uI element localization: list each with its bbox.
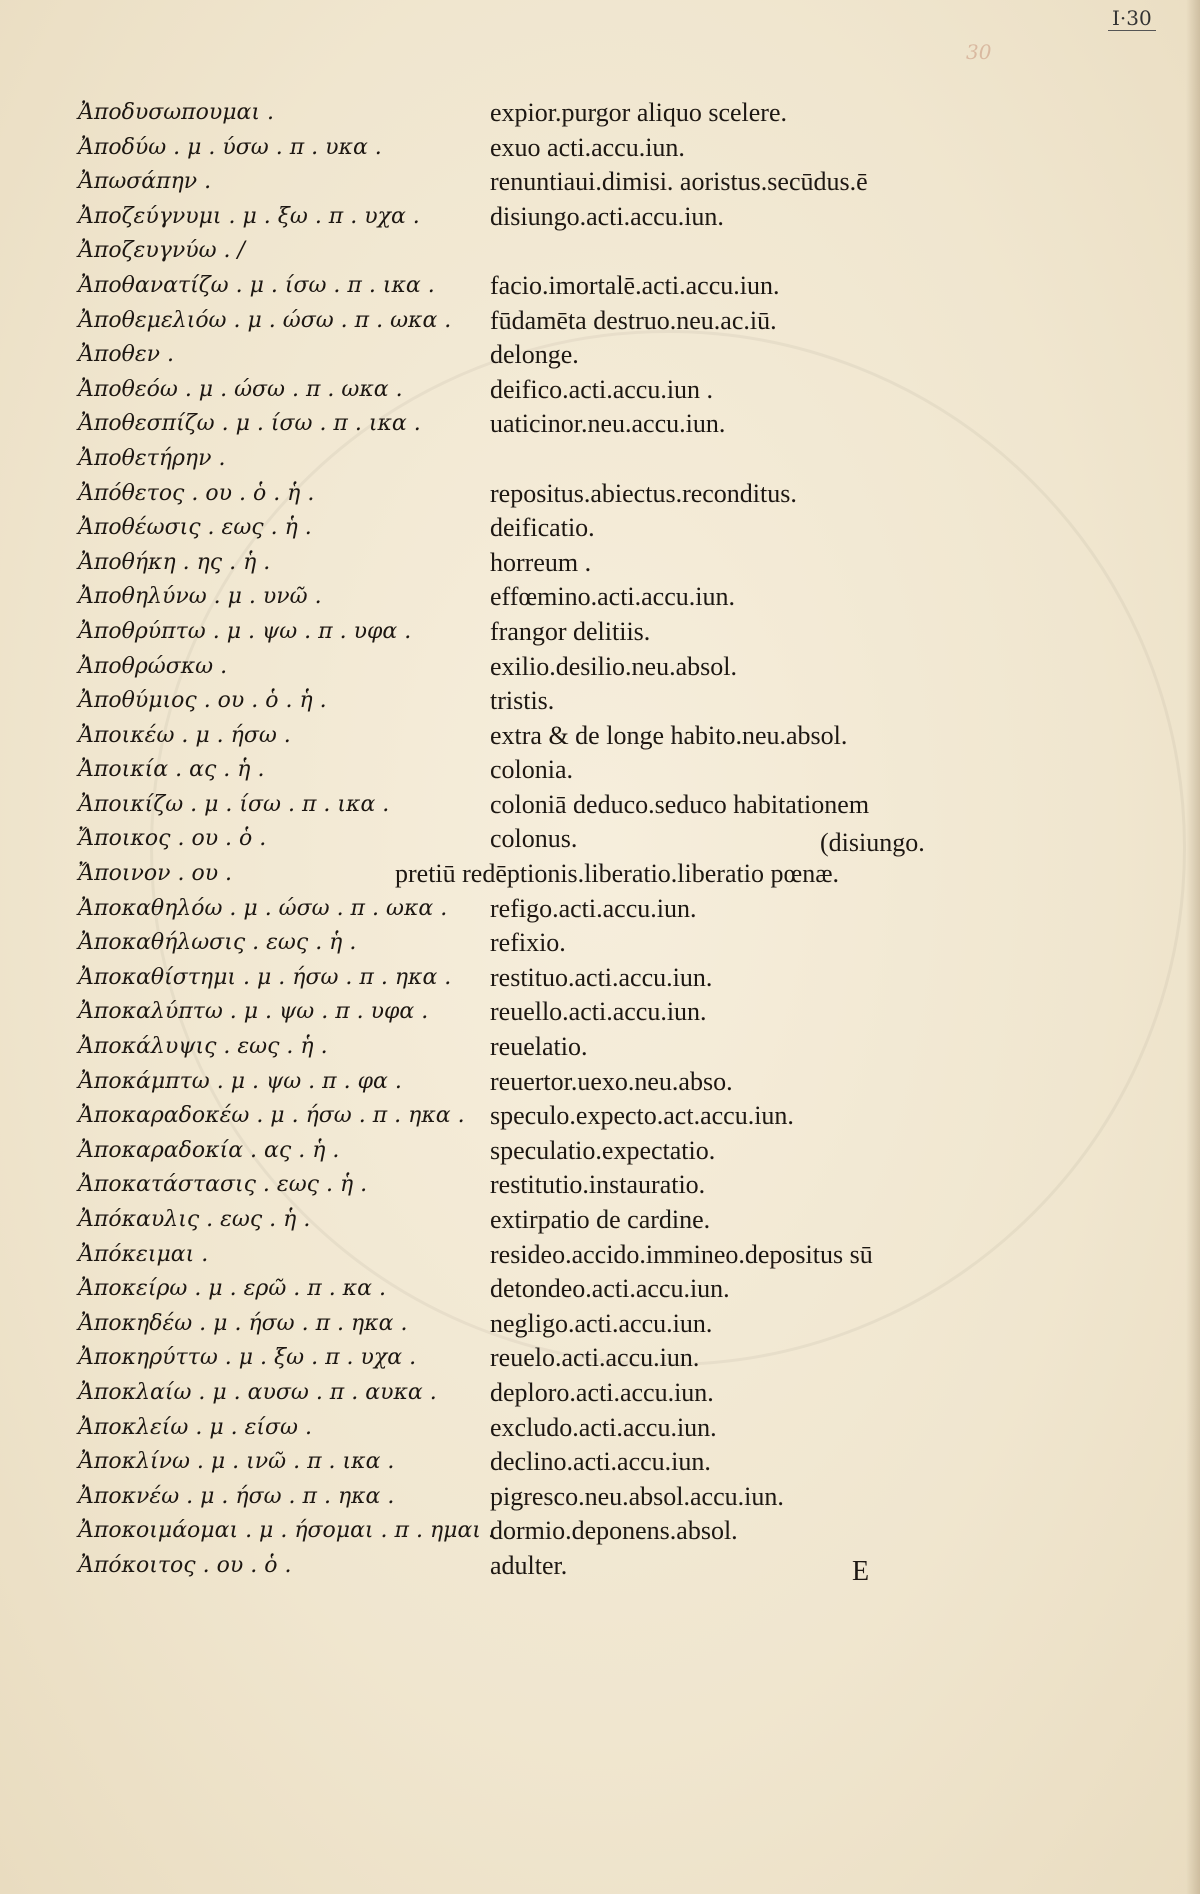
greek-headword: Ἀποζευγνύω . / [78, 238, 245, 264]
greek-headword: Ἀποθύμιος . ου . ὁ . ἡ . [78, 688, 327, 714]
greek-headword: Ἀποθεν . [78, 342, 175, 368]
entry [78, 409, 1098, 444]
entry [78, 928, 1098, 963]
greek-headword: Ἀπόκειμαι . [78, 1241, 209, 1267]
entry [78, 306, 1098, 341]
greek-headword: Ἀπόθετος . ου . ὁ . ἡ . [78, 480, 315, 506]
greek-headword: Ἀποθανατίζω . μ . ίσω . π . ικα . [78, 272, 435, 298]
greek-headword: Ἀποικία . ας . ἡ . [78, 757, 265, 783]
greek-headword: Ἀποκατάστασις . εως . ἡ . [78, 1172, 368, 1198]
latin-gloss: uaticinor.neu.accu.iun. [490, 409, 726, 439]
greek-headword: Ἀποθηλύνω . μ . υνῶ . [78, 584, 322, 610]
latin-gloss: resideo.accido.immineo.depositus sū [490, 1239, 873, 1269]
entry [78, 582, 1098, 617]
overflow-text: (disiungo. [820, 828, 925, 858]
latin-gloss: colonus. [490, 824, 578, 854]
greek-headword: Ἀποκείρω . μ . ερῶ . π . κα . [78, 1276, 386, 1302]
greek-headword: Ἀποκλίνω . μ . ινῶ . π . ικα . [78, 1449, 395, 1475]
latin-gloss: restitutio.instauratio. [490, 1170, 706, 1200]
greek-headword: Ἀποκαραδοκέω . μ . ήσω . π . ηκα . [78, 1103, 465, 1129]
latin-gloss: restituo.acti.accu.iun. [490, 962, 713, 992]
entry [78, 340, 1098, 375]
latin-gloss: refigo.acti.accu.iun. [490, 893, 697, 923]
greek-headword: Ἀποθρώσκω . [78, 653, 228, 679]
greek-headword: Ἀποικίζω . μ . ίσω . π . ικα . [78, 791, 390, 817]
greek-headword: Ἀποκαθήλωσις . εως . ἡ . [78, 930, 357, 956]
entry [78, 1205, 1098, 1240]
entry [78, 997, 1098, 1032]
greek-headword: Ἀποθεσπίζω . μ . ίσω . π . ικα . [78, 411, 421, 437]
latin-gloss: declino.acti.accu.iun. [490, 1447, 711, 1477]
greek-headword: Ἀποθέωσις . εως . ἡ . [78, 515, 312, 541]
page-edge [1186, 0, 1200, 1894]
greek-headword: Ἀποκηδέω . μ . ήσω . π . ηκα . [78, 1310, 408, 1336]
entry [78, 1170, 1098, 1205]
greek-headword: Ἀποζεύγνυμι . μ . ξω . π . υχα . [78, 203, 420, 229]
dictionary-entries [78, 98, 1098, 1586]
latin-gloss: horreum . [490, 547, 592, 577]
entry [78, 963, 1098, 998]
greek-headword: Ἀποκαθηλόω . μ . ώσω . π . ωκα . [78, 895, 448, 921]
entry [78, 548, 1098, 583]
entry [78, 652, 1098, 687]
greek-headword: Ἀποδυσωπουμαι . [78, 100, 275, 125]
greek-headword: Ἀπόκοιτος . ου . ὁ . [78, 1552, 292, 1578]
entry [78, 167, 1098, 202]
latin-gloss: reuelatio. [490, 1032, 588, 1062]
latin-gloss: speculo.expecto.act.accu.iun. [490, 1101, 794, 1131]
latin-gloss: effœmino.acti.accu.iun. [490, 582, 735, 612]
entry [78, 790, 1098, 825]
greek-headword: Ἀποθεμελιόω . μ . ώσω . π . ωκα . [78, 307, 452, 333]
greek-headword: Ἀπόκαυλις . εως . ἡ . [78, 1207, 311, 1232]
latin-gloss: fūdamēta destruo.neu.ac.iū. [490, 305, 777, 335]
entry [78, 824, 1098, 859]
entry [78, 859, 1098, 894]
greek-headword: Ἄποινον . ου . [78, 861, 233, 887]
greek-headword: Ἀποκλαίω . μ . αυσω . π . αυκα . [78, 1379, 437, 1405]
latin-gloss: reuello.acti.accu.iun. [490, 997, 707, 1027]
latin-gloss: deifico.acti.accu.iun . [490, 374, 714, 404]
greek-headword: Ἀποκάλυψις . εως . ἡ . [78, 1034, 328, 1060]
greek-headword: Ἀποικέω . μ . ήσω . [78, 722, 291, 748]
greek-headword: Ἀποδύω . μ . ύσω . π . υκα . [78, 134, 382, 160]
entry [78, 1067, 1098, 1102]
pencil-page-number: 30 [966, 40, 992, 64]
latin-gloss: tristis. [490, 686, 555, 716]
folio-number: I·30 [1108, 6, 1156, 31]
entry [78, 894, 1098, 929]
latin-gloss: disiungo.acti.accu.iun. [490, 201, 724, 231]
greek-headword: Ἄποικος . ου . ὁ . [78, 826, 267, 852]
entry [78, 1136, 1098, 1171]
latin-gloss: dormio.deponens.absol. [490, 1516, 738, 1546]
latin-gloss: exuo acti.accu.iun. [490, 132, 685, 162]
entry [78, 236, 1098, 271]
entry [78, 686, 1098, 721]
entry [78, 1551, 1098, 1586]
entry [78, 1274, 1098, 1309]
entry [78, 755, 1098, 790]
greek-headword: Ἀποκαλύπτω . μ . ψω . π . υφα . [78, 999, 429, 1025]
catchword: E [852, 1556, 870, 1587]
entry [78, 98, 1098, 133]
greek-headword: Ἀποκαραδοκία . ας . ἡ . [78, 1137, 340, 1163]
entry [78, 513, 1098, 548]
latin-gloss: exilio.desilio.neu.absol. [490, 651, 737, 681]
latin-gloss: deificatio. [490, 513, 595, 543]
latin-gloss: facio.imortalē.acti.accu.iun. [490, 270, 780, 300]
entry [78, 271, 1098, 306]
entry [78, 721, 1098, 756]
greek-headword: Ἀποθεόω . μ . ώσω . π . ωκα . [78, 376, 403, 402]
latin-gloss: frangor delitiis. [490, 616, 651, 646]
entry [78, 444, 1098, 479]
greek-headword: Ἀποκαθίστημι . μ . ήσω . π . ηκα . [78, 964, 452, 990]
latin-gloss: reuelo.acti.accu.iun. [490, 1343, 700, 1373]
latin-gloss: pretiū redēptionis.liberatio.liberatio pœnæ. [395, 859, 840, 889]
entry [78, 1413, 1098, 1448]
entry [78, 479, 1098, 514]
entry [78, 1378, 1098, 1413]
greek-headword: Ἀποκηρύττω . μ . ξω . π . υχα . [78, 1345, 417, 1371]
latin-gloss: adulter. [490, 1550, 568, 1580]
entry [78, 1309, 1098, 1344]
entry [78, 1343, 1098, 1378]
latin-gloss: extirpatio de cardine. [490, 1205, 711, 1234]
entry [78, 1032, 1098, 1067]
entry [78, 617, 1098, 652]
latin-gloss: coloniā deduco.seduco habitationem [490, 789, 870, 819]
entry [78, 1240, 1098, 1275]
greek-headword: Ἀποθρύπτω . μ . ψω . π . υφα . [78, 618, 412, 644]
latin-gloss: refixio. [490, 928, 566, 958]
latin-gloss: delonge. [490, 340, 579, 370]
entry [78, 1516, 1098, 1551]
greek-headword: Ἀποκνέω . μ . ήσω . π . ηκα . [78, 1483, 395, 1509]
latin-gloss: pigresco.neu.absol.accu.iun. [490, 1481, 784, 1511]
entry [78, 202, 1098, 237]
greek-headword: Ἀποθετήρην . [78, 445, 226, 471]
entry [78, 1447, 1098, 1482]
entry [78, 375, 1098, 410]
greek-headword: Ἀποκοιμάομαι . μ . ήσομαι . π . ημαι . [78, 1518, 495, 1544]
latin-gloss: deploro.acti.accu.iun. [490, 1377, 714, 1407]
latin-gloss: colonia. [490, 755, 574, 785]
latin-gloss: expior.purgor aliquo scelere. [490, 98, 787, 127]
entry [78, 1101, 1098, 1136]
entry [78, 1482, 1098, 1517]
latin-gloss: repositus.abiectus.reconditus. [490, 478, 797, 508]
latin-gloss: speculatio.expectatio. [490, 1135, 716, 1165]
greek-headword: Ἀποθήκη . ης . ἡ . [78, 549, 271, 575]
latin-gloss: reuertor.uexo.neu.abso. [490, 1066, 733, 1096]
latin-gloss: detondeo.acti.accu.iun. [490, 1274, 730, 1304]
greek-headword: Ἀποκλείω . μ . είσω . [78, 1414, 312, 1440]
latin-gloss: extra & de longe habito.neu.absol. [490, 720, 848, 750]
latin-gloss: negligo.acti.accu.iun. [490, 1308, 713, 1338]
greek-headword: Ἀπωσάπην . [78, 169, 212, 195]
greek-headword: Ἀποκάμπτω . μ . ψω . π . φα . [78, 1068, 402, 1094]
latin-gloss: renuntiaui.dimisi. aoristus.secūdus.ē [490, 167, 868, 197]
latin-gloss: excludo.acti.accu.iun. [490, 1412, 717, 1442]
entry [78, 133, 1098, 168]
